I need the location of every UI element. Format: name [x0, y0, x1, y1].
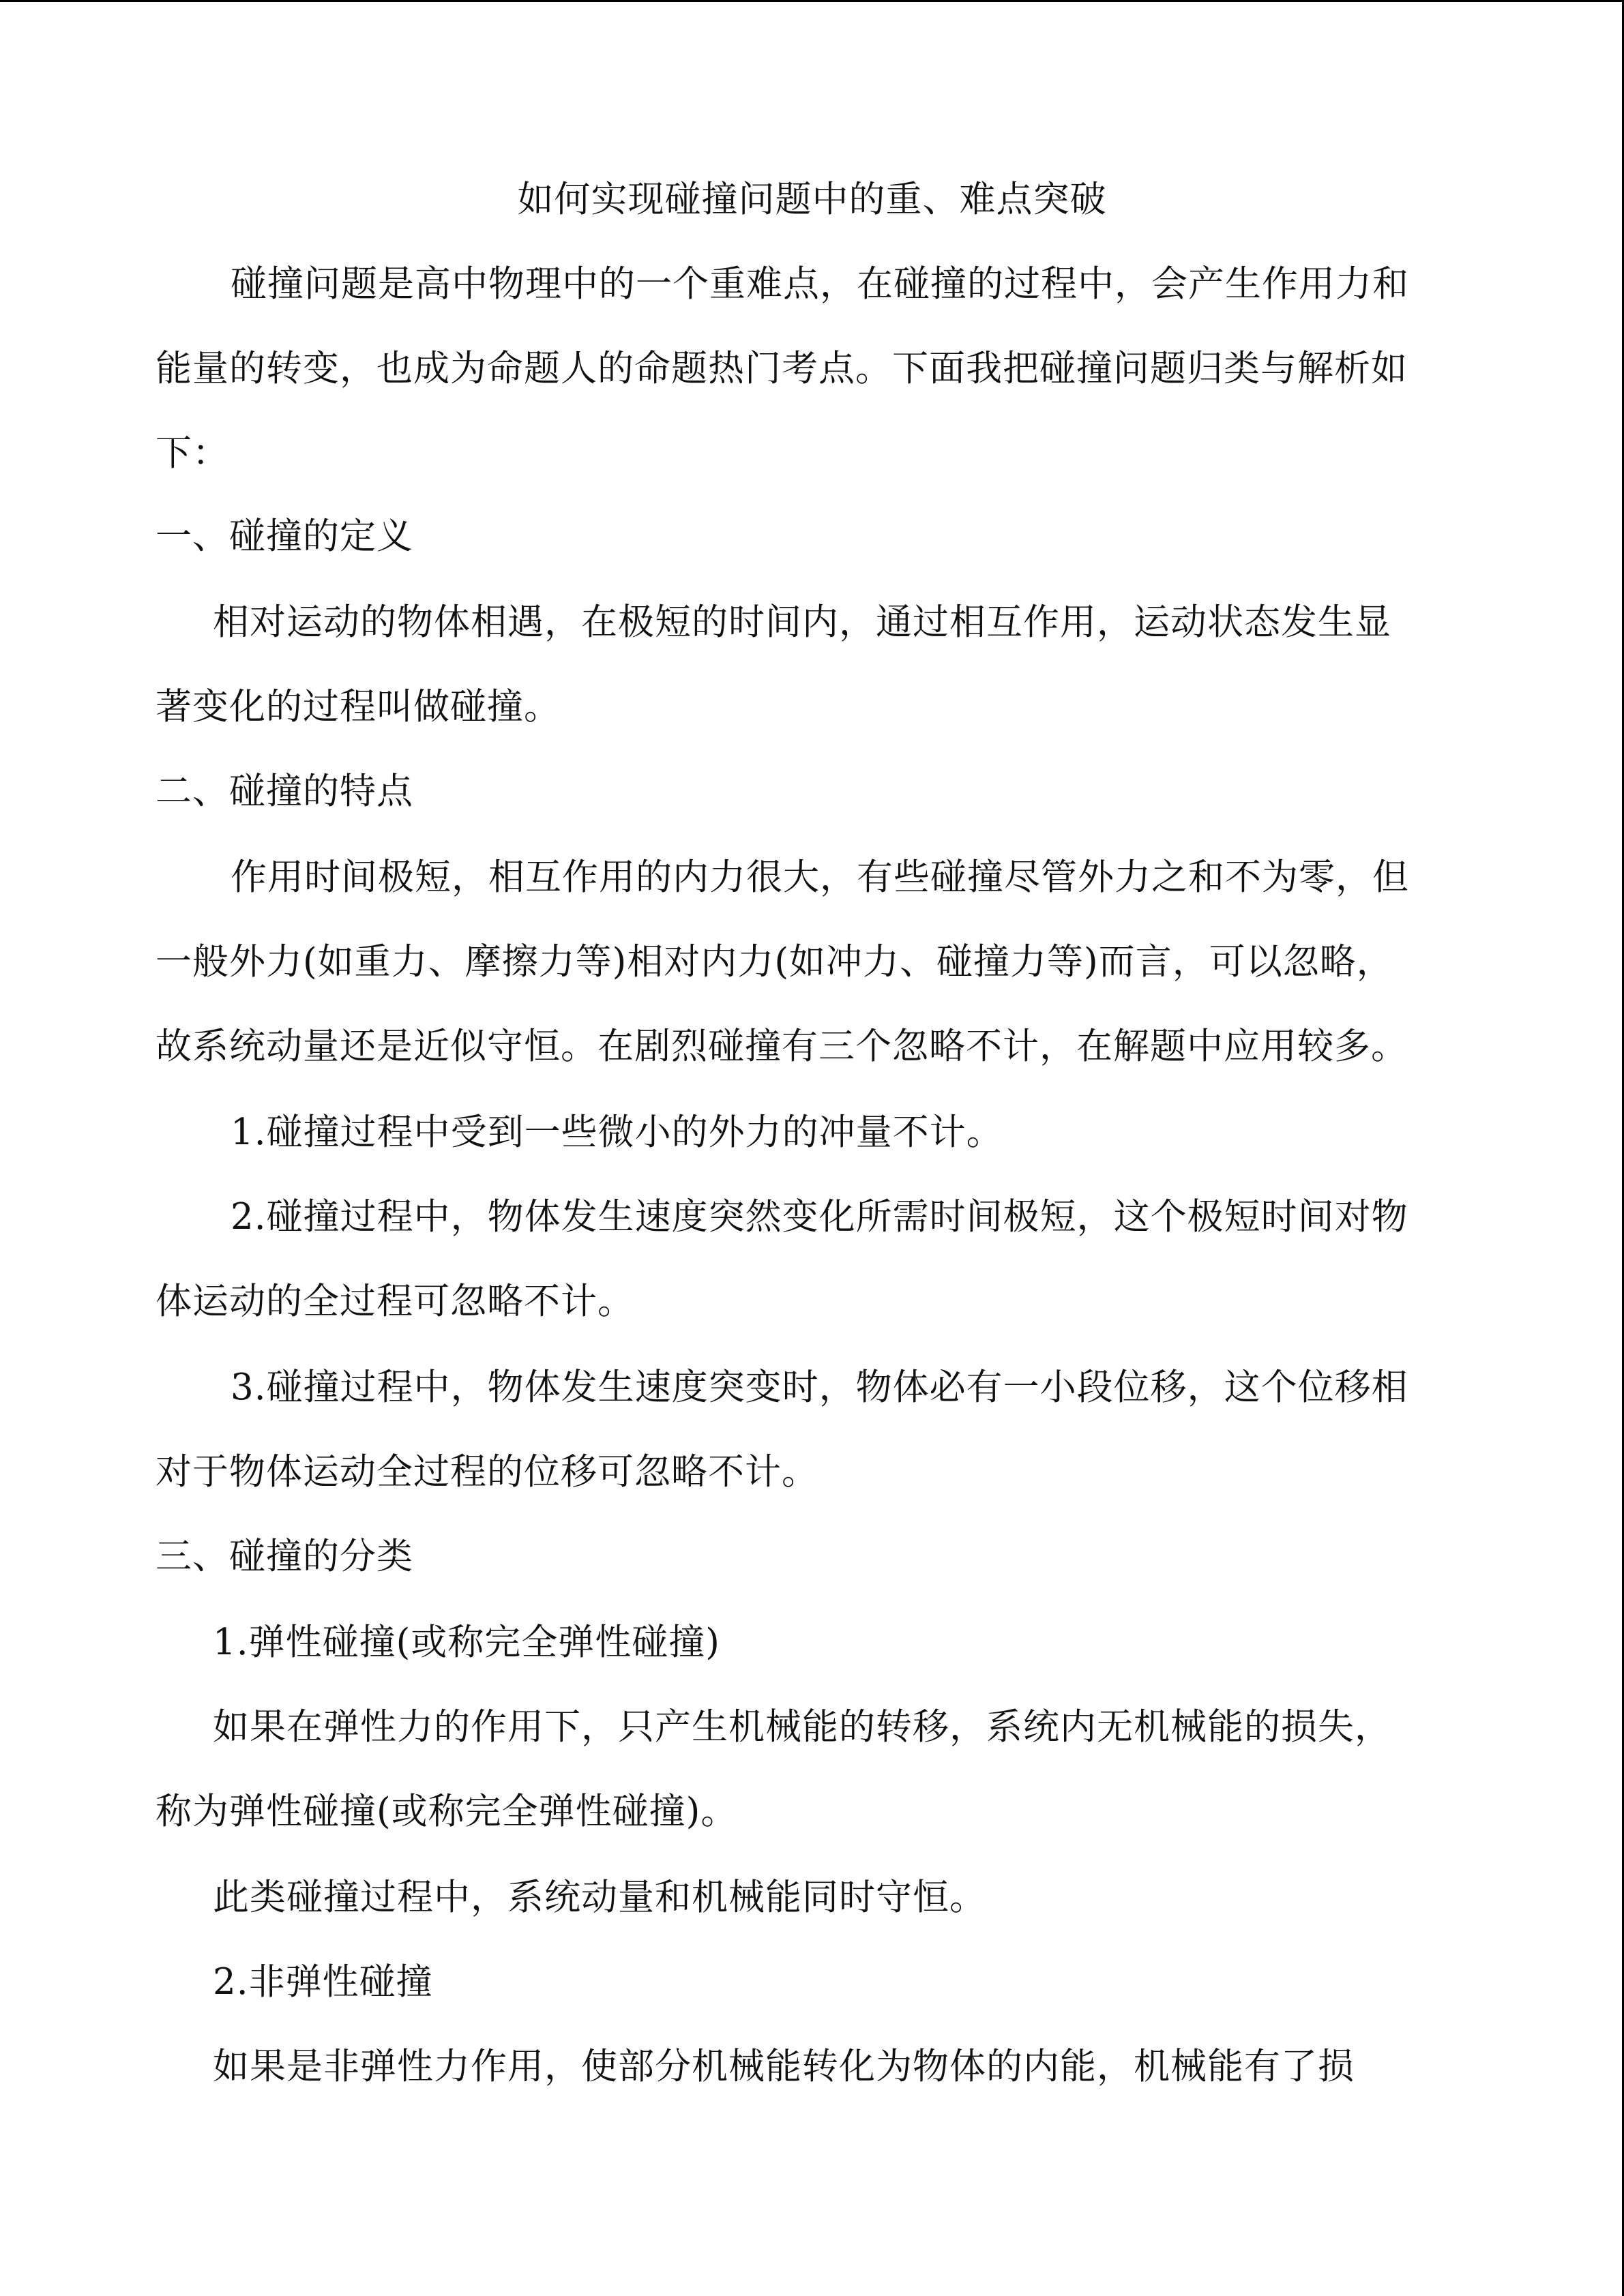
section-heading-features: 二、碰撞的特点 [156, 771, 413, 812]
paragraph-line: 对于物体运动全过程的位移可忽略不计。 [156, 1451, 818, 1493]
paragraph-line: 如果是非弹性力作用，使部分机械能转化为物体的内能，机械能有了损 [213, 2046, 1355, 2087]
list-item: 2.碰撞过程中，物体发生速度突然变化所需时间极短，这个极短时间对物 [231, 1196, 1408, 1238]
paragraph-line: 一般外力(如重力、摩擦力等)相对内力(如冲力、碰撞力等)而言，可以忽略， [156, 941, 1393, 983]
paragraph-line: 下： [156, 432, 229, 474]
paragraph-line: 碰撞问题是高中物理中的一个重难点，在碰撞的过程中，会产生作用力和 [231, 263, 1409, 305]
paragraph-line: 能量的转变，也成为命题人的命题热门考点。下面我把碰撞问题归类与解析如 [156, 348, 1408, 389]
list-item: 3.碰撞过程中，物体发生速度突变时，物体必有一小段位移，这个位移相 [231, 1367, 1408, 1408]
paragraph-line: 此类碰撞过程中，系统动量和机械能同时守恒。 [213, 1877, 986, 1918]
paragraph-line: 称为弹性碰撞(或称完全弹性碰撞)。 [156, 1791, 738, 1832]
paragraph-line: 体运动的全过程可忽略不计。 [156, 1281, 634, 1322]
paragraph-line: 作用时间极短，相互作用的内力很大，有些碰撞尽管外力之和不为零，但 [231, 856, 1409, 898]
subheading-elastic: 1.弹性碰撞(或称完全弹性碰撞) [213, 1622, 720, 1663]
section-heading-definition: 一、碰撞的定义 [156, 516, 413, 557]
paragraph-line: 如果在弹性力的作用下，只产生机械能的转移，系统内无机械能的损失， [213, 1706, 1391, 1748]
paragraph-line: 相对运动的物体相遇，在极短的时间内，通过相互作用，运动状态发生显 [213, 601, 1391, 643]
paragraph-line: 故系统动量还是近似守恒。在剧烈碰撞有三个忽略不计，在解题中应用较多。 [156, 1026, 1408, 1067]
subheading-inelastic: 2.非弹性碰撞 [213, 1961, 433, 2003]
paragraph-line: 著变化的过程叫做碰撞。 [156, 686, 561, 728]
section-heading-classification: 三、碰撞的分类 [156, 1536, 413, 1577]
list-item: 1.碰撞过程中受到一些微小的外力的冲量不计。 [231, 1112, 1003, 1153]
document-title: 如何实现碰撞问题中的重、难点突破 [517, 179, 1107, 220]
